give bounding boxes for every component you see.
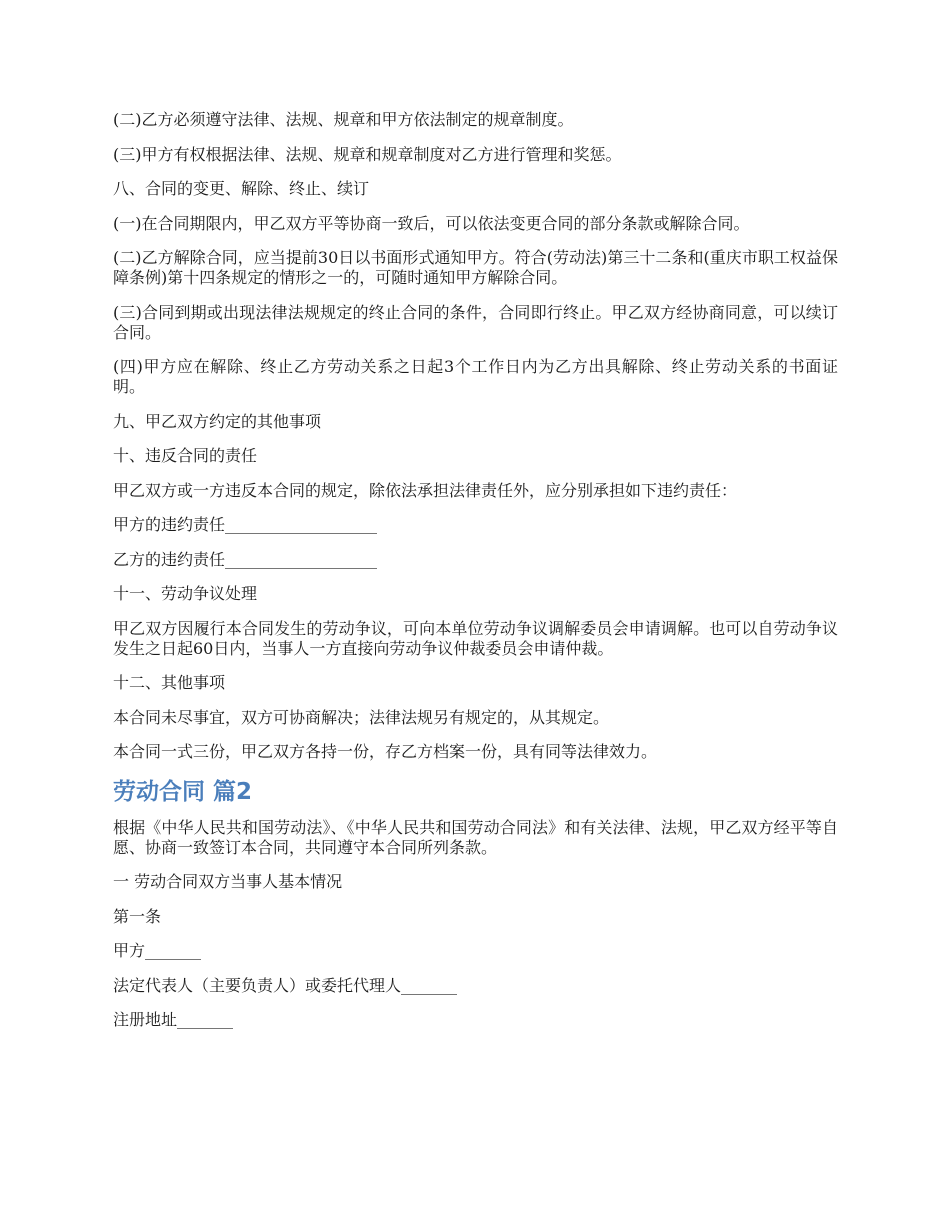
clause-3-management: (三)甲方有权根据法律、法规、规章和规章制度对乙方进行管理和奖惩。 (113, 144, 622, 164)
article-12-heading: 十二、其他事项 (113, 673, 226, 692)
contract-2-part-1-heading: 一 劳动合同双方当事人基本情况 (113, 872, 343, 891)
contract-2-preamble: 根据《中华人民共和国劳动法》、《中华人民共和国劳动合同法》和有关法律、法规，甲乙双方经平等自愿、协商一致签订本合同，共同遵守本合同所列条款。 (113, 817, 838, 857)
article-12-body-1: 本合同未尽事宜，双方可协商解决；法律法规另有规定的，从其规定。 (113, 707, 610, 727)
clause-8-2: (二)乙方解除合同，应当提前30日以书面形式通知甲方。符合(劳动法)第三十二条和(重庆市职工权益保障条例)第十四条规定的情形之一的，可随时通知甲方解除合同。 (113, 248, 838, 287)
contract-2-article-1: 第一条 (113, 906, 162, 926)
clause-8-1: (一)在合同期限内，甲乙双方平等协商一致后，可以依法变更合同的部分条款或解除合同。 (113, 213, 750, 233)
legal-representative-field: 法定代表人（主要负责人）或委托代理人_______ (113, 975, 458, 995)
clause-8-3: (三)合同到期或出现法律法规规定的终止合同的条件，合同即行终止。甲乙双方经协商同意，可以续订合同。 (113, 302, 838, 342)
article-11-heading: 十一、劳动争议处理 (113, 584, 258, 603)
document-body (113, 110, 838, 1045)
party-b-liability-line: 乙方的违约责任___________________ (113, 549, 378, 569)
section-heading-contract-2: 劳动合同 篇2 (113, 778, 253, 805)
article-8-heading: 八、合同的变更、解除、终止、续订 (113, 179, 370, 198)
clause-2-compliance: (二)乙方必须遵守法律、法规、规章和甲方依法制定的规章制度。 (113, 110, 574, 129)
registered-address-field: 注册地址_______ (113, 1010, 234, 1029)
article-12-body-2: 本合同一式三份，甲乙双方各持一份，存乙方档案一份，具有同等法律效力。 (113, 742, 658, 761)
party-a-liability-line: 甲方的违约责任___________________ (113, 515, 378, 534)
clause-8-4: (四)甲方应在解除、终止乙方劳动关系之日起3个工作日内为乙方出具解除、终止劳动关系的书面证明。 (113, 357, 838, 396)
article-9-heading: 九、甲乙双方约定的其他事项 (113, 411, 322, 431)
party-a-field: 甲方_______ (113, 941, 202, 960)
article-10-heading: 十、违反合同的责任 (113, 446, 258, 465)
article-10-body: 甲乙双方或一方违反本合同的规定，除依法承担法律责任外，应分别承担如下违约责任： (113, 480, 738, 500)
article-11-body: 甲乙双方因履行本合同发生的劳动争议，可向本单位劳动争议调解委员会申请调解。也可以自劳动争议发生之日起60日内，当事人一方直接向劳动争议仲裁委员会申请仲裁。 (113, 618, 838, 658)
